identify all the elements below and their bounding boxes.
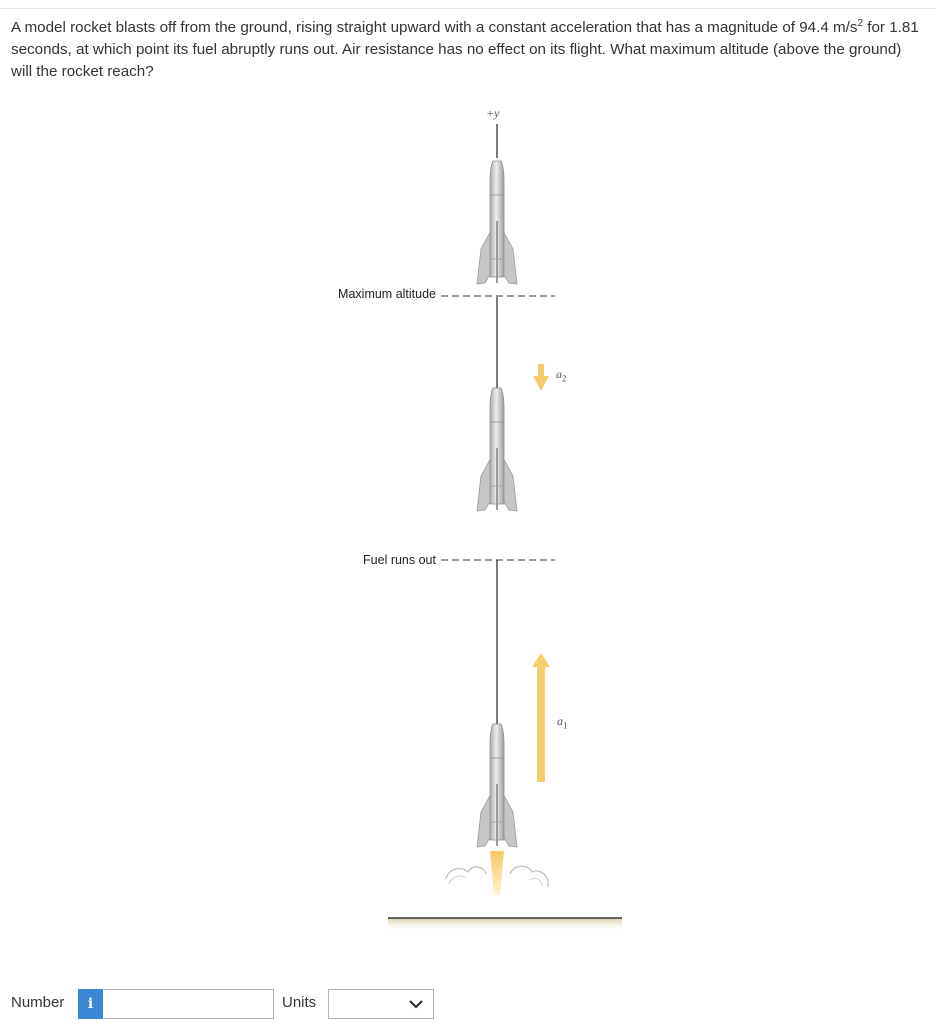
fuel-runs-out-label: Fuel runs out (363, 553, 436, 567)
number-input[interactable] (103, 989, 274, 1019)
rocket-bottom (477, 724, 517, 847)
exhaust-smoke-left (446, 867, 486, 879)
question-text-part2: for 1.81 seconds, at which point its fuel abruptly runs out. Air resistance has no effect on its flight. What maximum altitude (above the ground) will the rocket reach? (11, 19, 919, 80)
ground-shadow (388, 918, 622, 932)
a2-arrow (533, 364, 549, 391)
chevron-down-icon (409, 999, 423, 1009)
rocket-middle (477, 388, 517, 511)
max-altitude-label: Maximum altitude (338, 287, 436, 301)
a2-symbol: a (556, 367, 562, 381)
exhaust-smoke-right-inner (530, 878, 542, 886)
exhaust-flame (490, 851, 504, 895)
a1-label (557, 714, 568, 730)
exhaust-smoke-left-inner (449, 876, 466, 884)
a2-label (556, 367, 567, 383)
question-text-part1: A model rocket blasts off from the ground, rising straight upward with a constant acceleration that has a magnitude of 94.4 m/s (11, 19, 858, 36)
rocket-top (477, 161, 517, 284)
y-axis-label: +y (486, 106, 500, 120)
a1-arrow (532, 653, 550, 782)
a2-subscript: 2 (562, 373, 567, 384)
a1-subscript: 1 (563, 720, 568, 731)
units-dropdown[interactable] (328, 989, 434, 1019)
a1-symbol: a (557, 714, 563, 728)
units-label: Units (282, 994, 317, 1011)
exhaust-smoke-right (510, 866, 548, 887)
info-icon[interactable]: i (78, 989, 103, 1019)
number-label: Number (11, 994, 65, 1011)
question-exponent: 2 (857, 17, 864, 29)
